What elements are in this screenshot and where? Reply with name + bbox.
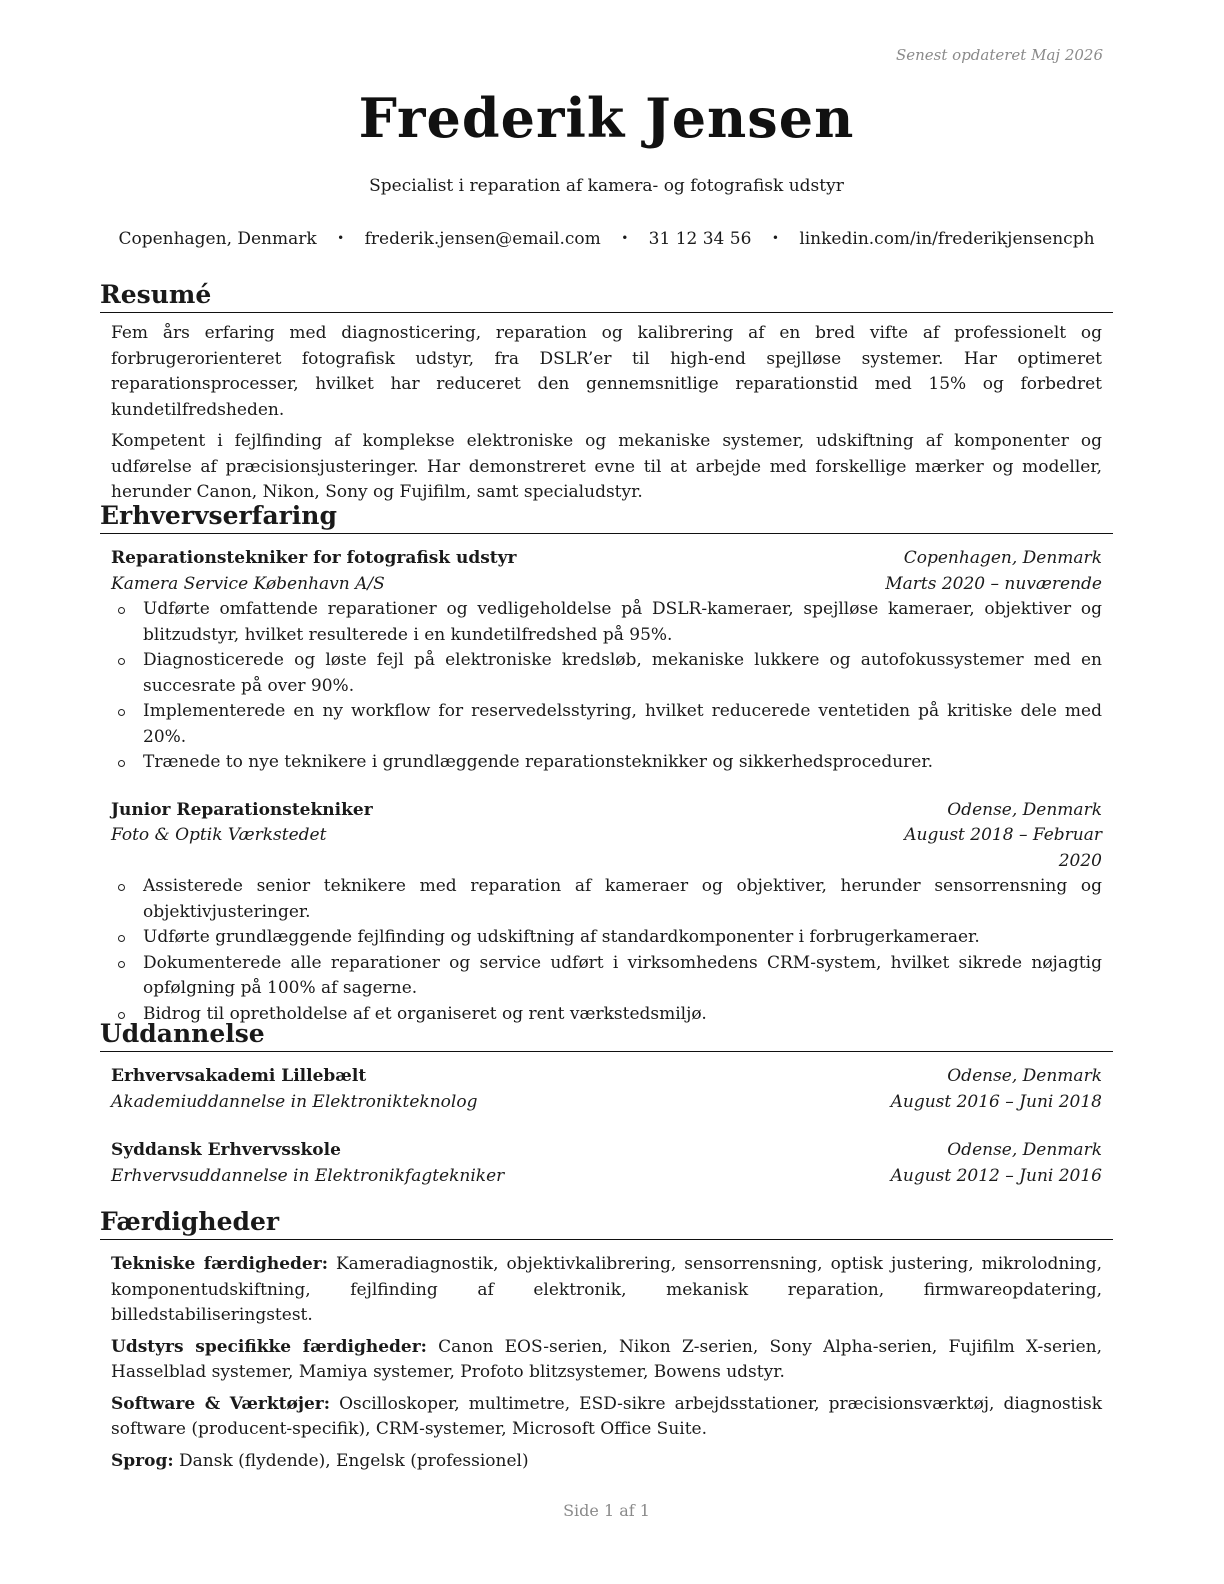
school-name: Erhvervsakademi Lillebælt [111,1066,367,1086]
skill-text: Kameradiagnostik, objektivkalibrering, sensorrensning, optisk justering, mikrolodning, komponentudskiftning, fejlfinding af elektronik, mekanisk reparation, firmwareopdatering, billedstabiliseringstest. [111,1254,1102,1325]
skill-group [111,1335,1102,1386]
circle-bullet-icon [118,607,125,614]
bullet-separator: • [337,231,345,245]
job-bullets [111,597,1102,776]
job-entry [111,546,1102,776]
skill-group [111,1392,1102,1443]
circle-bullet-icon [118,935,125,942]
bullet-separator: • [621,231,629,245]
education-dates: August 2012 – Juni 2016 [890,1165,1102,1186]
page-number: Side 1 af 1 [563,1501,650,1520]
section-title: Uddannelse [100,1019,1113,1052]
list-item: Bidrog til opretholdelse af et organiseret og rent værkstedsmiljø. [111,1002,1102,1028]
degree: Akademiuddannelse in Elektronikteknolog [111,1091,478,1112]
education-entry [111,1064,1102,1115]
job-role: Reparationstekniker for fotografisk udstyr [111,548,517,568]
education-section [100,1019,1113,1189]
contact-linkedin[interactable]: linkedin.com/in/frederikjensencph [799,229,1095,249]
last-updated: Senest opdateret Maj 2026 [895,46,1103,64]
experience-section [100,501,1113,1027]
summary-section [100,280,1113,506]
section-title: Resumé [100,280,1113,313]
circle-bullet-icon [118,961,125,968]
skill-text: Canon EOS-serien, Nikon Z-serien, Sony Alpha-serien, Fujifilm X-serien, Hasselblad systemer, Mamiya systemer, Profoto blitzsystemer, Bowens udstyr. [111,1336,1103,1382]
list-item: Assisterede senior teknikere med reparation af kameraer og objektiver, herunder sensorrensning og objektivjusteringer. [111,874,1102,925]
skill-group [111,1252,1102,1329]
job-role: Junior Reparationstekniker [111,799,373,820]
job-dates: Marts 2020 – nuværende [885,573,1102,594]
circle-bullet-icon [118,709,125,716]
bullet-separator: • [771,231,779,245]
list-item: Udførte grundlæggende fejlfinding og udskiftning af standardkomponenter i forbrugerkameraer. [111,925,1102,951]
list-item: Dokumenterede alle reparationer og service udført i virksomhedens CRM-system, hvilket sikrede nøjagtig opfølgning på 100% af sagerne. [111,951,1102,1002]
job-dates: August 2018 – Februar 2020 [904,825,1102,871]
circle-bullet-icon [118,884,125,891]
education-dates: August 2016 – Juni 2018 [890,1091,1102,1112]
job-company: Foto & Optik Værkstedet [111,825,327,845]
list-item: Diagnosticerede og løste fejl på elektroniske kredsløb, mekaniske lukkere og autofokussystemer med en succesrate på over 90%. [111,648,1102,699]
contact-location: Copenhagen, Denmark [118,229,317,249]
circle-bullet-icon [118,658,125,665]
skill-text: Dansk (flydende), Engelsk (professionel) [179,1450,529,1471]
contact-line [100,229,1113,249]
job-entry [111,798,1102,1028]
section-title: Erhvervserfaring [100,501,1113,534]
school-location: Odense, Denmark [947,1140,1102,1160]
skill-text: Oscilloskoper, multimetre, ESD-sikre arbejdsstationer, præcisionsværktøj, diagnostisk software (producent-specifik), CRM-systemer, Microsoft Office Suite. [111,1393,1102,1439]
skill-label: Software & Værktøjer: [111,1393,331,1414]
school-location: Odense, Denmark [947,1066,1102,1086]
skill-group [111,1449,1102,1475]
job-company: Kamera Service København A/S [111,573,385,594]
skill-label: Tekniske færdigheder: [111,1254,328,1274]
contact-email[interactable]: frederik.jensen@email.com [364,229,601,249]
candidate-subtitle: Specialist i reparation af kamera- og fotografisk udstyr [369,176,844,196]
list-item: Implementerede en ny workflow for reservedelsstyring, hvilket reducerede ventetiden på kritiske dele med 20%. [111,699,1102,750]
summary-paragraph: Fem års erfaring med diagnosticering, reparation og kalibrering af en bred vifte af professionelt og forbrugerorienteret fotografisk udstyr, fra DSLR’er til high-end spejlløse systemer. Har optimeret reparationsprocesser, hvilket har reduceret den gennemsnitlige reparationstid med 15% og forbedret kundetilfredsheden. [111,323,1102,420]
resume-page [100,0,1113,1584]
skill-label: Udstyrs specifikke færdigheder: [111,1336,427,1357]
education-entry [111,1138,1102,1189]
circle-bullet-icon [118,1012,125,1019]
school-name: Syddansk Erhvervsskole [111,1140,341,1160]
summary-paragraph: Kompetent i fejlfinding af komplekse elektroniske og mekaniske systemer, udskiftning af komponenter og udførelse af præcisionsjusteringer. Har demonstreret evne til at arbejde med forskellige mærker og modeller, herunder Canon, Nikon, Sony og Fujifilm, samt specialudstyr. [111,431,1102,502]
skills-section [100,1207,1113,1474]
list-item: Udførte omfattende reparationer og vedligeholdelse på DSLR-kameraer, spejlløse kameraer, objektiver og blitzudstyr, hvilket resulterede i en kundetilfredshed på 95%. [111,597,1102,648]
candidate-name: Frederik Jensen [358,86,855,150]
skill-label: Sprog: [111,1450,174,1471]
contact-phone: 31 12 34 56 [648,229,752,249]
section-title: Færdigheder [100,1207,1113,1240]
circle-bullet-icon [118,760,125,767]
degree: Erhvervsuddannelse in Elektronikfagtekniker [111,1165,505,1186]
job-location: Copenhagen, Denmark [903,548,1102,568]
list-item: Trænede to nye teknikere i grundlæggende reparationsteknikker og sikkerhedsprocedurer. [111,750,1102,776]
job-bullets [111,874,1102,1027]
job-location: Odense, Denmark [947,799,1102,820]
